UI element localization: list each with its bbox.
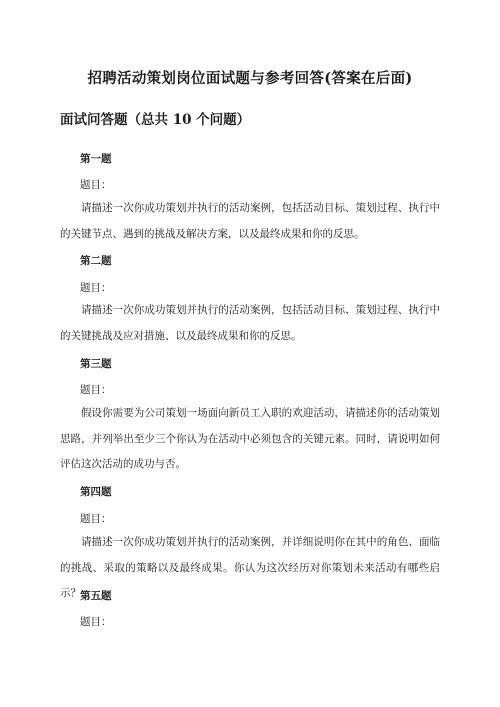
question-2-label: 题目：	[80, 282, 112, 294]
question-5-label: 题目：	[80, 616, 112, 628]
question-1-body: 请描述一次你成功策划并执行的活动案例，包括活动目标、策划过程、执行中的关键节点、遇到的挑战及解决方案，以及最终成果和你的反思。	[60, 202, 440, 240]
question-2-body: 请描述一次你成功策划并执行的活动案例，包括活动目标、策划过程、执行中的关键挑战及应对措施、以及最终成果和你的反思。	[60, 304, 440, 342]
question-3-heading: 第三题	[80, 358, 112, 370]
question-1-heading: 第一题	[80, 153, 112, 165]
question-3-body: 假设你需要为公司策划一场面向新员工入职的欢迎活动，请描述你的活动策划思路，并列举出至少三个你认为在活动中必须包含的关键元素。同时，请说明如何评估这次活动的成功与否。	[60, 407, 440, 470]
question-4-body: 请描述一次你成功策划并执行的活动案例，并详细说明你在其中的角色、面临的挑战、采取的策略以及最终成果。你认为这次经历对你策划未来活动有哪些启示？	[60, 536, 440, 599]
section-heading: 面试问答题（总共 10 个问题）	[60, 112, 251, 128]
document-title: 招聘活动策划岗位面试题与参考回答(答案在后面)	[87, 70, 413, 87]
question-2-heading: 第二题	[80, 255, 112, 267]
question-4-heading: 第四题	[80, 486, 112, 498]
question-3-label: 题目：	[80, 384, 112, 396]
question-4-label: 题目：	[80, 513, 112, 525]
question-5-heading: 第五题	[80, 590, 112, 602]
question-1-label: 题目：	[80, 179, 112, 191]
